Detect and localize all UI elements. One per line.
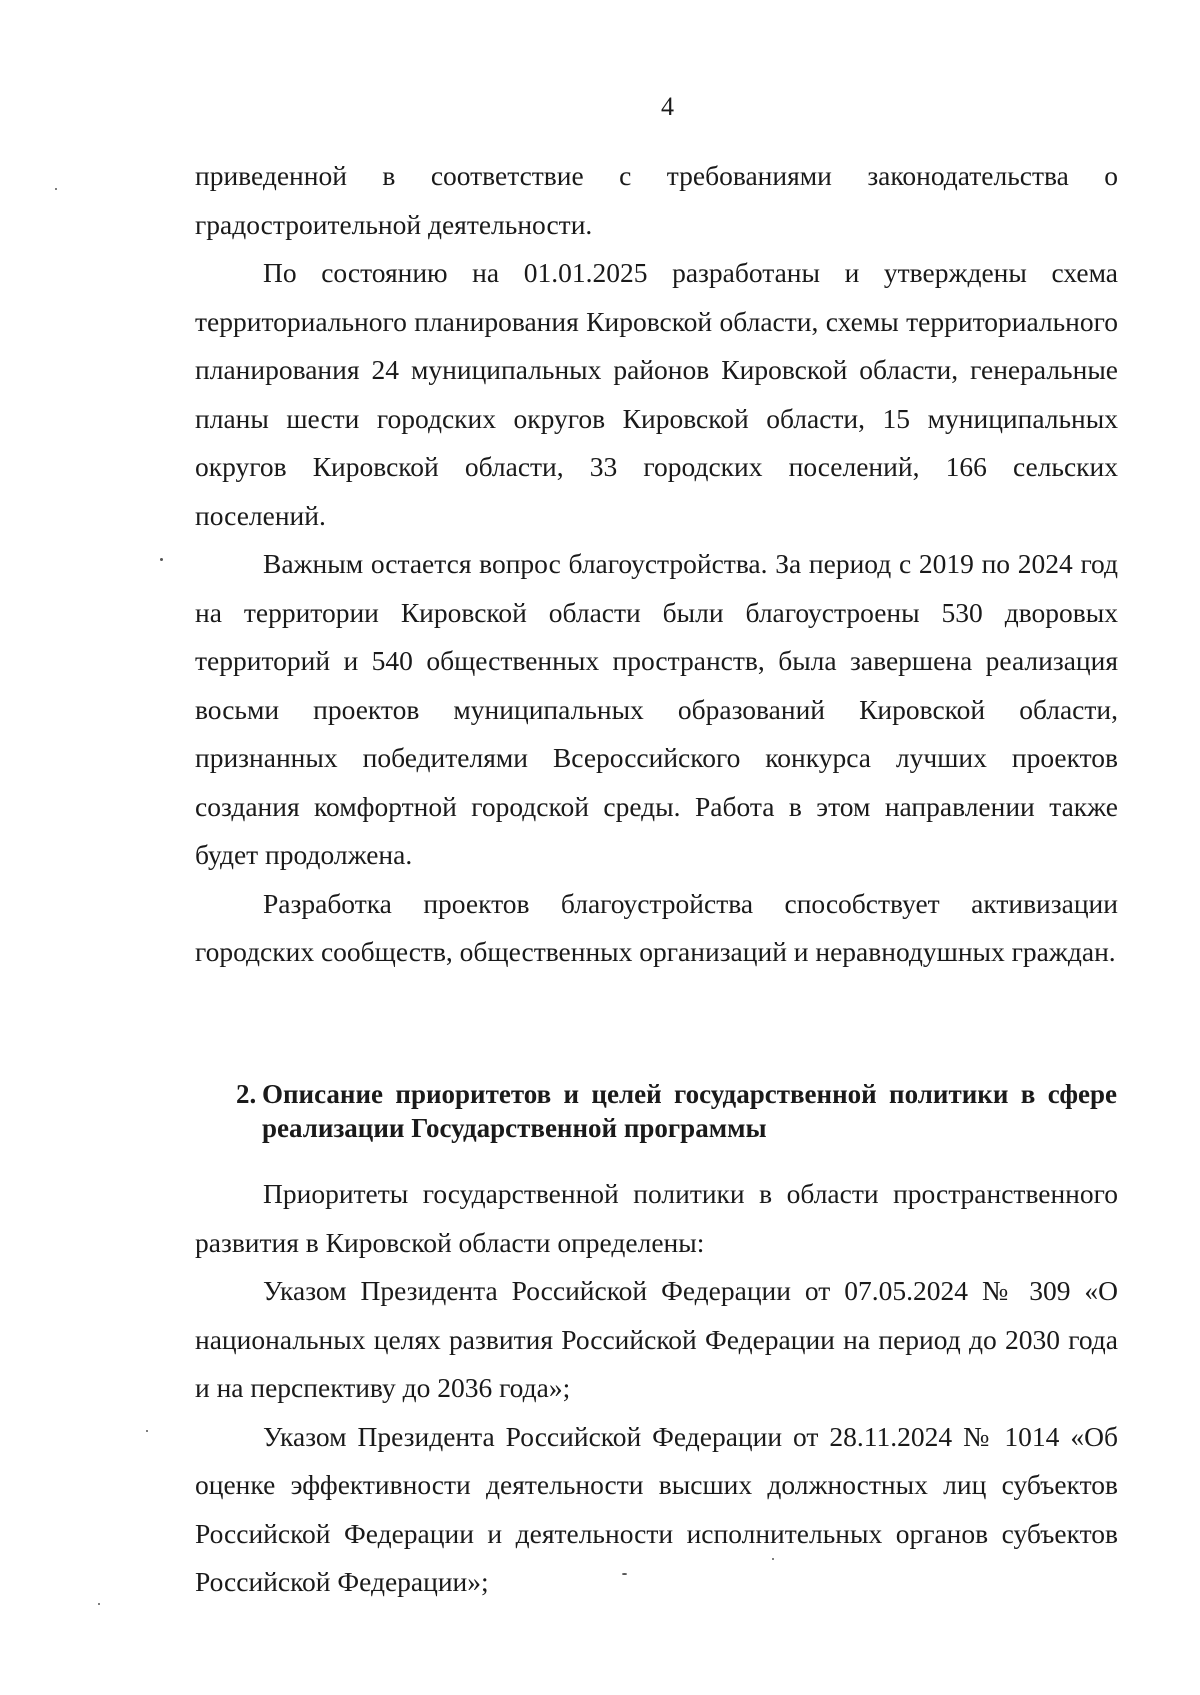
section-title: Описание приоритетов и целей государственной политики в сфере реализации Государственной программы	[262, 1079, 1117, 1143]
page-number: 4	[661, 92, 674, 121]
paragraph-decree-309: Указом Президента Российской Федерации от 07.05.2024 № 309 «О национальных целях развития Российской Федерации на период до 2030 года и на перспективу до 2036 года»;	[195, 1275, 1118, 1403]
body-text-top	[195, 152, 1118, 977]
scan-speck	[146, 1430, 148, 1432]
paragraph-planning-status: По состоянию на 01.01.2025 разработаны и утверждены схема территориального планирования Кировской области, схемы территориального планирования 24 муниципальных районов Кировской области, генеральные планы шести городских округов Кировской области, 15 муниципальных округов Кировской области, 33 городских поселений, 166 сельских поселений.	[195, 257, 1118, 531]
paragraph-continuation: приведенной в соответствие с требованиями законодательства о градостроительной деятельности.	[195, 160, 1118, 240]
paragraph-priorities: Приоритеты государственной политики в области пространственного развития в Кировской области определены:	[195, 1178, 1118, 1258]
section-number: 2.	[236, 1079, 257, 1109]
paragraph-decree-1014: Указом Президента Российской Федерации от 28.11.2024 № 1014 «Об оценке эффективности деятельности высших должностных лиц субъектов Российской Федерации и деятельности исполнительных органов субъектов Российской Федерации»;	[195, 1420, 1118, 1597]
scan-speck	[55, 188, 57, 190]
section-heading	[236, 1077, 1117, 1145]
scan-speck	[772, 1558, 774, 1560]
paragraph-landscaping: Важным остается вопрос благоустройства. За период с 2019 по 2024 год на территории Кировской области были благоустроены 530 дворовых территорий и 540 общественных пространств, была завершена реализация восьми проектов муниципальных образований Кировской области, признанных победителями Всероссийского конкурса лучших проектов создания комфортной городской среды. Работа в этом направлении также будет продолжена.	[195, 548, 1118, 870]
body-text-bottom	[195, 1170, 1118, 1607]
scan-speck	[160, 558, 163, 561]
paragraph-landscaping-projects: Разработка проектов благоустройства способствует активизации городских сообществ, общественных организаций и неравнодушных граждан.	[195, 887, 1118, 967]
scan-speck	[622, 1573, 627, 1575]
scan-speck	[98, 1603, 100, 1605]
